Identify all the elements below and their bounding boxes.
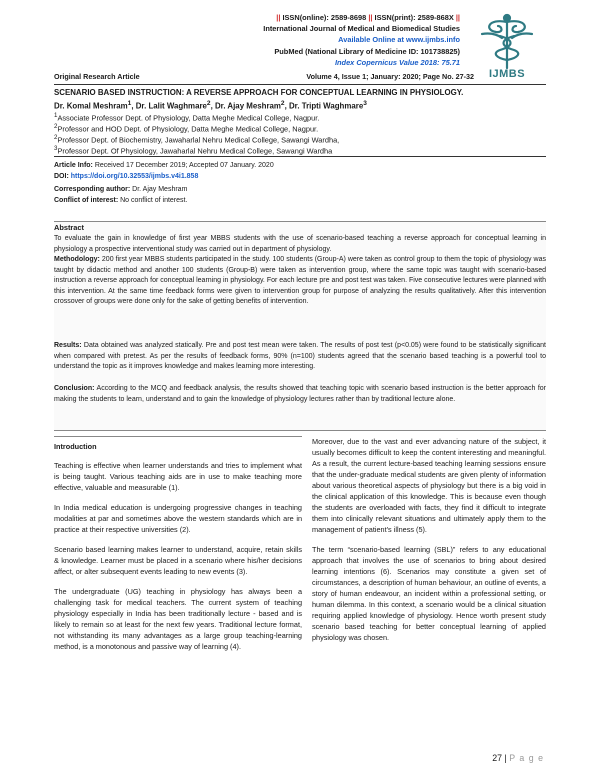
journal-website[interactable]: Available Online at www.ijmbs.info [338,35,460,45]
paragraph: In India medical education is undergoing progressive changes in teaching modalities at par and sometimes above the western standards which are in practice at their respective universities (2). [54,503,302,534]
affiliation: $^3$Professor Dept. Of Physiology, Jawaharlal Nehru Medical College, Sawangi Wardha [54,145,333,156]
article-type: Original Research Article [54,72,140,81]
affiliation: $^1$Associate Professor Dept. of Physiology, Datta Meghe Medical College, Nagpur. [54,112,320,123]
conflict-of-interest: Conflict of interest: No conflict of interest. [54,197,188,204]
affil-rule [54,156,546,157]
volume-info: Volume 4, Issue 1; January: 2020; Page No. 27-32 [306,72,474,81]
page-footer: 27 | P a g e [492,753,544,763]
page-number: 27 [492,753,503,763]
article-info: Article Info: Received 17 December 2019; Accepted 07 January. 2020 [54,162,274,169]
page-word: P a g e [509,753,544,763]
paragraph: The term “scenario-based learning (SBL)” refers to any educational approach that involves the use of scenarios to bring about desired learning intentions (6). Scenarios may constitute a given set of circumstances, a description of human behaviour, an outline of events, a story of human endeavour, an incident within a professional setting, or human dilemma. In this context, a scenario would be a clinical situation requiring applied knowledge of physiology. Hence worth present study scenario based teaching for better conceptual learning of applied physiology was chosen. [312,545,546,642]
body-left-column [54,436,302,661]
issn-print: ISSN(print): 2589-868X [374,13,454,22]
paragraph: Moreover, due to the vast and ever advancing nature of the subject, it usually becomes difficult to keep the content interesting and meaningful. As a result, the current lecture-based teaching learning sessions ensure that the under-graduate medical students are given plenty of information about various theoretical aspects of physiology but there is a big void in the clinical application of this knowledge. This is because even though the students are overloaded with facts, they find it difficult to integrate them into clinically relevant situations and ultimately apply them to the management of patient's illness (5). [312,437,546,534]
abstract-intro: To evaluate the gain in knowledge of first year MBBS students with the use of scenario-based teaching a reverse approach for conceptual learning in physiology a prospective interventional study was carried out in department of physiology. [54,235,546,253]
author: Dr. Tripti Waghmare [288,101,364,111]
paragraph: Teaching is effective when learner understands and tries to implement what is being taught. Various teaching aids are in use to make teaching more effective, valuable and measurable (1). [54,461,302,492]
journal-name: International Journal of Medical and Biomedical Studies [263,24,460,34]
article-title: SCENARIO BASED INSTRUCTION: A REVERSE APPROACH FOR CONCEPTUAL LEARNING IN PHYSIOLOGY. [54,88,464,97]
article-meta-row [54,72,474,81]
issn-line: || ISSN(online): 2589-8698 || ISSN(print): 2589-868X || [276,13,460,22]
issn-online: ISSN(online): 2589-8698 [282,13,367,22]
abstract-results: Results: Data obtained was analyzed statically. Pre and post test mean were taken. The results of post test (p<0.05) were found to be statistically significant when compared with pretest. As per the results of feedback forms, 90% (n=100) students agreed that the scenario based teaching is a powerful tool to understand the topic as it improves knowledge and makes learning more interesting. [54,342,546,371]
header-rule [54,84,546,85]
doi-line: DOI: https://doi.org/10.32553/ijmbs.v4i1.858 [54,173,199,180]
affiliation: $^2$Professor and HOD Dept. of Physiology, Datta Meghe Medical College, Nagpur. [54,123,319,134]
pubmed-id: PubMed (National Library of Medicine ID: 101738825) [274,46,460,56]
author: Dr. Ajay Meshram [214,101,281,111]
introduction-heading: Introduction [54,442,97,451]
paragraph: The undergraduate (UG) teaching in physiology has always been a challenging task for medical teachers. The current system of teaching physiology especially in India has been traditionally lecture - based and is likely to remain so at least for the next few years. Traditional lecture format, not withstanding its many advantages as a large group teaching-learning method, is a monotonous and passive way of learning (4). [54,587,302,651]
paragraph: Scenario based learning makes learner to understand, acquire, retain skills & knowledge. Learner must be placed in a scenario where his/her decisions affect, or alter subsequent events leading to new events (3). [54,545,302,576]
author: Dr. Komal Meshram [54,101,128,111]
author: Dr. Lalit Waghmare [135,101,207,111]
affiliation: $^2$Professor Dept. of Biochemistry, Jawaharlal Nehru Medical College, Sawangi Wardha, [54,134,340,145]
journal-header [180,12,460,68]
abstract-conclusion: Conclusion: According to the MCQ and feedback analysis, the results showed that teaching topic with scenario based instruction is the better approach for making the students to learn, understand and to gain the knowledge of physiology lectures rather than by traditional lecture alone. [54,385,546,403]
corresponding-author: Corresponding author: Dr. Ajay Meshram [54,186,188,193]
doi-link[interactable]: https://doi.org/10.32553/ijmbs.v4i1.858 [70,173,199,180]
abstract-methodology: Methodology: 200 first year MBBS students participated in the study. 100 students (Group-A) were taken as control group to them the topic of physiology was taught by didactic method and another 100 students (Group-B) were taken as intervention group, where the same topic was taught with scenario-based instruction a reverse approach for conceptual learning in physiology. For each lecture pre and post test was taken. Five consecutive lectures were planned with this intervention. At the same time feedback forms were given to intervention group for purpose of analyzing the results qualitatively. After this intervention crossover of groups were done only for the sake of getting benefits of intervention. [54,256,546,306]
author-list: Dr. Komal Meshram$^1$, Dr. Lalit Waghmare$^2$, Dr. Ajay Meshram$^2$, Dr. Tripti Waghmare$^3$ [54,100,367,111]
journal-logo-text: IJMBS [488,68,526,80]
body-right-column [312,436,546,652]
index-copernicus: Index Copernicus Value 2018: 75.71 [334,57,460,67]
abstract-heading: Abstract [54,223,84,232]
